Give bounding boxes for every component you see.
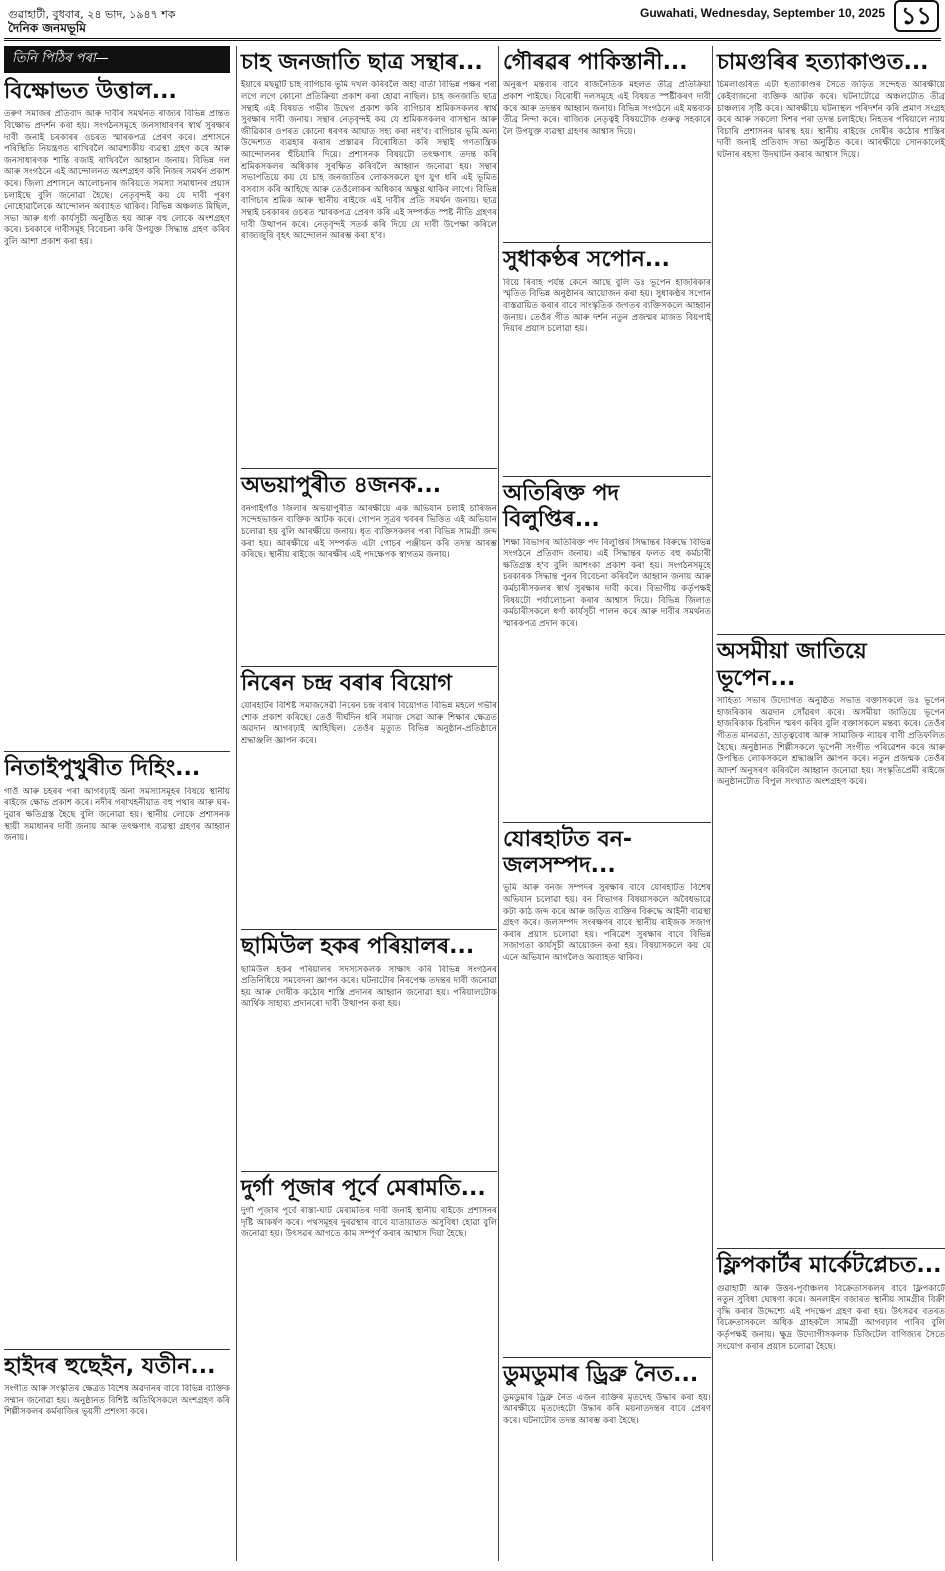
headline-pakistani: গৌৰৱৰ পাকিস্তানী... [503, 50, 688, 75]
column-1 [4, 46, 230, 1561]
headline-tea-tribe-students: চাহ জনজাতি ছাত্ৰ সন্থাৰ... [241, 50, 483, 75]
column-2 [236, 46, 497, 1561]
page-number: ১১ [894, 0, 939, 32]
headline-abhayapuri: অভয়াপুৰীত ৪জনক... [241, 473, 442, 499]
headline-flipkart: ফ্লিপকাৰ্টৰ মাৰ্কেটপ্লেচত... [717, 1253, 942, 1279]
headline-niren-bora: নিৰেন চন্দ্ৰ বৰাৰ বিয়োগ [241, 670, 452, 696]
headline-nitaipukhuri: নিতাইপুখুৰীত দিহিং... [4, 756, 201, 782]
article-samiul-haque: ছামিউল হকৰ পৰিয়ালৰ সদস্যসকলক সাক্ষাৎ কৰি বিভিন্ন সংগঠনৰ প্ৰতিনিধিয়ে সমবেদনা জ্ঞাপন কৰে। ঘটনাটোৰ নিৰপেক্ষ তদন্তৰ দাবী জনোৱা হয় আৰু দোষীক কঠোৰ শাস্তি প্ৰদানৰ আহ্বান জনোৱা হয়। পৰিয়ালটোক আৰ্থিক সাহায্য প্ৰদানৰো দাবী উত্থাপন কৰা হয়। [241, 964, 497, 1010]
article-niren-bora: যোৰহাটৰ বিশিষ্ট সমাজসেৱী নিৰেন চন্দ্ৰ বৰাৰ বিয়োগত বিভিন্ন মহলে গভীৰ শোক প্ৰকাশ কৰিছে। তেওঁ দীৰ্ঘদিন ধৰি সমাজ সেৱা আৰু শিক্ষাৰ ক্ষেত্ৰত অৱদান আগবঢ়াই আহিছিল। তেওঁৰ মৃত্যুত বিভিন্ন অনুষ্ঠান-প্ৰতিষ্ঠানে শ্ৰদ্ধাঞ্জলি জ্ঞাপন কৰে। [241, 701, 497, 746]
article-tea-tribe-students: ইয়াৰে মছমুটি চাহ বাগিচাৰ ভূমি দখল কৰিবলৈ অহা বাৰ্তা বিভিন্ন পক্ষৰ পৰা লগে লগে কোনো প্ৰতিক্ৰিয়া প্ৰকাশ কৰা হোৱা নাছিল। চাহ জনজাতি ছাত্ৰ সন্থাই এই বিষয়ত গভীৰ উদ্বেগ প্ৰকাশ কৰি বাগিচাৰ শ্ৰমিকসকলৰ স্বাৰ্থ সুৰক্ষাৰ দাবী জনায়। সন্থাৰ নেতৃবৃন্দই কয় যে শ্ৰমিকসকলৰ বাসস্থান আৰু জীৱিকাৰ ওপৰত কোনো ধৰণৰ আঘাত সহ্য কৰা নহ'ব। বাগিচাৰ ভূমি অন্য উদ্দেশ্যত ব্যৱহাৰ কৰাৰ প্ৰস্তাৱৰ বিৰোধিতা কৰি সন্থাই গণতান্ত্ৰিক আন্দোলনৰ হুঁচিয়াৰি দিয়ে। প্ৰশাসনক বিষয়টো তৎক্ষণাৎ তদন্ত কৰি শ্ৰমিকসকলৰ অধিকাৰ সুৰক্ষিত কৰিবলৈ আহ্বান জনোৱা হয়। সন্থাৰ সভাপতিয়ে কয় যে চাহ জনজাতিৰ লোকসকলে যুগ যুগ ধৰি এই ভূমিত বসবাস কৰি আহিছে আৰু তেওঁলোকৰ অধিকাৰ অক্ষুণ্ণ থাকিব লাগে। বিভিন্ন বাগিচাৰ শ্ৰমিক আৰু স্থানীয় ৰাইজে এই দাবীৰ প্ৰতি সমৰ্থন জনায়। ছাত্ৰ সন্থাই চৰকাৰৰ ওচৰত স্মাৰকপত্ৰ প্ৰেৰণ কৰি এই সম্পৰ্কত স্পষ্ট নীতি গ্ৰহণৰ দাবী উত্থাপন কৰে। নেতৃবৃন্দই সতৰ্ক কৰি দিয়ে যে দাবী উপেক্ষা কৰিলে ৰাজ্যজুৰি বৃহৎ আন্দোলন আৰম্ভ কৰা হ'ব। [241, 80, 497, 242]
headline-bikshobhot-uttal: বিক্ষোভত উত্তাল... [4, 79, 177, 104]
column-4 [712, 46, 945, 1561]
headline-extra-posts: অতিৰিক্ত পদ বিলুপ্তিৰ... [503, 480, 620, 533]
headline-samiul-haque: ছামিউল হকৰ পৰিয়ালৰ... [241, 934, 475, 960]
headline-doomdooma: ডুমডুমাৰ ড্ৰিব্ৰু নৈত... [503, 1362, 699, 1388]
article-jorhat-forest: ভূমি আৰু বনজ সম্পদৰ সুৰক্ষাৰ বাবে যোৰহাটত বিশেষ অভিযান চলোৱা হয়। বন বিভাগৰ বিষয়াসকলে অবৈধভাৱে কটা কাঠ জব্দ কৰে আৰু জড়িত ব্যক্তিৰ বিৰুদ্ধে আইনী ব্যৱস্থা গ্ৰহণ কৰে। জলসম্পদ সংৰক্ষণৰ বাবে স্থানীয় ৰাইজক সজাগ কৰাৰ প্ৰয়াস চলোৱা হয়। পৰিৱেশ সুৰক্ষাৰ বাবে বিভিন্ন সজাগতা কাৰ্যসূচী আয়োজন কৰা হয়। বিষয়াসকলে কয় যে এনে অভিযান আগলৈও অব্যাহত থাকিব। [503, 883, 711, 963]
divider [717, 1248, 945, 1249]
divider [241, 468, 497, 469]
headline-jorhat-forest: যোৰহাটত বন-জলসম্পদ... [503, 826, 632, 878]
date-bengali: গুৱাহাটী, বুধবাৰ, ২৪ ভাদ, ১৯৪৭ শক [8, 8, 176, 21]
article-assamese-bhupen: সাহিত্য সভাৰ উদ্যোগত অনুষ্ঠিত সভাত বক্তাসকলে ডঃ ভূপেন হাজৰিকাৰ অৱদান সোঁৱৰণ কৰে। অসমীয়া জাতিয়ে ভূপেন হাজৰিকাক চিৰদিন স্মৰণ কৰিব বুলি বক্তাসকলে মন্তব্য কৰে। তেওঁৰ গীতত মানৱতা, ভ্ৰাতৃত্ববোধ আৰু সামাজিক ন্যায়ৰ বাণী প্ৰতিফলিত হৈছে। অনুষ্ঠানত শিল্পীসকলে ভূপেনী সংগীত পৰিৱেশন কৰে আৰু উপস্থিত লোকসকলে শ্ৰদ্ধাঞ্জলি জ্ঞাপন কৰে। নতুন প্ৰজন্মক তেওঁৰ আদৰ্শ অনুসৰণ কৰিবলৈ আহ্বান জনোৱা হয়। সংস্কৃতিপ্ৰেমী ৰাইজে অনুষ্ঠানটোত বিপুল সংখ্যাত অংশগ্ৰহণ কৰে। [717, 696, 945, 788]
header-rule [4, 38, 941, 41]
column-3 [498, 46, 711, 1561]
article-haidar-hussain: সংগীত আৰু সংস্কৃতিৰ ক্ষেত্ৰত বিশেষ অৱদানৰ বাবে বিভিন্ন ব্যক্তিক সম্মান জনোৱা হয়। অনুষ্ঠানত বিশিষ্ট অতিথিসকলে অংশগ্ৰহণ কৰি শিল্পীসকলৰ কৰ্মৰাজিৰ ভূয়সী প্ৰশংসা কৰে। [4, 1384, 230, 1418]
divider [241, 1171, 497, 1172]
article-abhayapuri: বনগাইগাঁও জিলাৰ অভয়াপুৰীত আৰক্ষীয়ে এক অভিযান চলাই চাৰিজন সন্দেহভাজন ব্যক্তিক আটক কৰে। গোপন সূত্ৰৰ খবৰৰ ভিত্তিত এই অভিযান চলোৱা হয় বুলি আৰক্ষীয়ে জনায়। ধৃত ব্যক্তিসকলৰ পৰা বিভিন্ন সামগ্ৰী জব্দ কৰা হয়। আৰক্ষীয়ে এই সম্পৰ্কত এটা গোচৰ পঞ্জীয়ন কৰি তদন্ত আৰম্ভ কৰিছে। স্থানীয় ৰাইজে আৰক্ষীৰ এই পদক্ষেপক স্বাগতম জনায়। [241, 503, 497, 561]
masthead-logo: দৈনিক জনমভূমি [8, 21, 86, 35]
article-extra-posts: শিক্ষা বিভাগৰ অতিৰিক্ত পদ বিলুপ্তিৰ সিদ্ধান্তৰ বিৰুদ্ধে বিভিন্ন সংগঠনে প্ৰতিবাদ জনায়। এই সিদ্ধান্তৰ ফলত বহু কৰ্মচাৰী ক্ষতিগ্ৰস্ত হ'ব বুলি আশংকা প্ৰকাশ কৰা হয়। সংগঠনসমূহে চৰকাৰক সিদ্ধান্ত পুনৰ বিবেচনা কৰিবলৈ আহ্বান জনায় আৰু কৰ্মচাৰীসকলৰ স্বাৰ্থ সুৰক্ষাৰ দাবী কৰে। বিভাগীয় কৰ্তৃপক্ষই বিষয়টো পৰ্যালোচনা কৰাৰ আশ্বাস দিয়ে। বিভিন্ন জিলাত কৰ্মচাৰীসকলে ধৰ্ণা কাৰ্যসূচী পালন কৰে আৰু দাবীৰ সমৰ্থনত স্মাৰকপত্ৰ প্ৰদান কৰে। [503, 537, 711, 629]
divider [503, 242, 711, 243]
headline-samaguri-murder: চামগুৰিৰ হত্যাকাণ্ডত... [717, 50, 929, 75]
article-nitaipukhuri: গাওঁ আৰু চহৰৰ পৰা আগবঢ়াই অনা সমস্যাসমূহৰ বিষয়ে স্থানীয় ৰাইজে ক্ষোভ প্ৰকাশ কৰে। নদীৰ গৰাখহনীয়াত বহু পথাৰ আৰু ঘৰ-দুৱাৰ ক্ষতিগ্ৰস্ত হৈছে বুলি জনোৱা হয়। স্থানীয় লোকে প্ৰশাসনক স্থায়ী সমাধানৰ দাবী জনায় আৰু তৎক্ষণাৎ ব্যৱস্থা গ্ৰহণৰ আহ্বান জনায়। [4, 786, 230, 844]
headline-haidar-hussain: হাইদৰ হুছেইন, যতীন... [4, 1353, 216, 1379]
article-sudhakantha: বিয়ে ৰিবাহ পৰ্যন্ত কেনে আছে বুলি ডঃ ভূপেন হাজৰিকাৰ স্মৃতিত বিভিন্ন অনুষ্ঠানৰ আয়োজন কৰা হয়। সুধাকণ্ঠৰ সপোন বাস্তৱায়িত কৰাৰ বাবে সাংস্কৃতিক জগতৰ ব্যক্তিসকলে আহ্বান জনায়। তেওঁৰ গীত আৰু দৰ্শন নতুন প্ৰজন্মৰ মাজত বিয়পাই দিয়াৰ প্ৰয়াস চলোৱা হয়। [503, 277, 711, 335]
article-durga-puja: দুৰ্গা পূজাৰ পূৰ্বে ৰাস্তা-ঘাট মেৰামতিৰ দাবী জনাই স্থানীয় ৰাইজে প্ৰশাসনৰ দৃষ্টি আকৰ্ষণ কৰে। পথসমূহৰ দুৰৱস্থাৰ বাবে যাতায়াতত অসুবিধা হোৱা বুলি জনোৱা হয়। উৎসৱৰ আগতে কাম সম্পূৰ্ণ কৰাৰ আশ্বাস দিয়া হৈছে। [241, 1205, 497, 1240]
continuation-kicker: তিনি পিঠিৰ পৰা— [4, 46, 230, 73]
headline-sudhakantha: সুধাকণ্ঠৰ সপোন... [503, 247, 670, 273]
article-pakistani: অনুৰূপ মন্তব্যৰ বাবে ৰাজনৈতিক মহলত তীব্ৰ প্ৰতিক্ৰিয়া প্ৰকাশ পাইছে। বিৰোধী দলসমূহে এই বিষয়ত স্পষ্টীকৰণ দাবী কৰে আৰু তদন্তৰ আহ্বান জনায়। বিভিন্ন সংগঠনে এই মন্তব্যক তীব্ৰ নিন্দা কৰে। ৰাজ্যিক নেতৃত্বই বিষয়টোক গুৰুত্ব সহকাৰে লৈ উপযুক্ত ব্যৱস্থা গ্ৰহণৰ আশ্বাস দিয়ে। [503, 80, 711, 137]
divider [503, 476, 711, 477]
divider [241, 929, 497, 930]
divider [4, 751, 230, 752]
divider [503, 1357, 711, 1358]
date-english: Guwahati, Wednesday, September 10, 2025 [640, 6, 885, 20]
divider [503, 822, 711, 823]
divider [241, 666, 497, 667]
article-doomdooma: ডুমডুমাৰ ড্ৰিব্ৰু নৈত এজন ব্যক্তিৰ মৃতদেহ উদ্ধাৰ কৰা হয়। আৰক্ষীয়ে মৃতদেহটো উদ্ধাৰ কৰি ময়নাতদন্তৰ বাবে প্ৰেৰণ কৰে। ঘটনাটোৰ তদন্ত আৰম্ভ কৰা হৈছে। [503, 1392, 711, 1426]
article-samaguri-murder: চিমলাগুৰিত এটা হত্যাকাণ্ডৰ সৈতে জড়িত সন্দেহত আৰক্ষীয়ে কেইবাজনো ব্যক্তিক আটক কৰে। ঘটনাটোৱে অঞ্চলটোত তীব্ৰ চাঞ্চল্যৰ সৃষ্টি কৰে। আৰক্ষীয়ে ঘটনাস্থল পৰিদৰ্শন কৰি প্ৰমাণ সংগ্ৰহ কৰে আৰু সকলো দিশৰ পৰা তদন্ত চলাইছে। নিহতৰ পৰিয়ালে ন্যায় বিচাৰি প্ৰশাসনৰ দ্বাৰস্থ হয়। স্থানীয় ৰাইজে দোষীৰ কঠোৰ শাস্তিৰ দাবী জনাই প্ৰতিবাদ সভা অনুষ্ঠিত কৰে। আৰক্ষীয়ে সোনকালেই ঘটনাৰ ৰহস্য উদঘাটন কৰাৰ আশ্বাস দিয়ে। [717, 80, 945, 160]
page-header [0, 0, 945, 44]
divider [717, 634, 945, 635]
headline-assamese-bhupen: অসমীয়া জাতিয়ে ভূপেন... [717, 639, 867, 691]
divider [4, 1349, 230, 1350]
headline-durga-puja: দুৰ্গা পূজাৰ পূৰ্বে মেৰামতি... [241, 1175, 486, 1201]
article-bikshobhot-uttal: তৰুণ সমাজৰ প্ৰতিবাদ আৰু দাবীৰ সমৰ্থনত ৰাজ্যৰ বিভিন্ন প্ৰান্তত বিক্ষোভ প্ৰদৰ্শন কৰা হয়। সংগঠনসমূহে জনসাধাৰণৰ স্বাৰ্থ সুৰক্ষাৰ দাবী জনাই চৰকাৰৰ ওচৰত স্মাৰকপত্ৰ প্ৰেৰণ কৰে। প্ৰশাসনে পৰিস্থিতি নিয়ন্ত্ৰণত ৰাখিবলৈ আৱশ্যকীয় ব্যৱস্থা গ্ৰহণ কৰে আৰু জনসাধাৰণক শান্তি বজাই ৰাখিবলৈ আহ্বান জনায়। বিভিন্ন দল আৰু সংগঠনে এই আন্দোলনত অংশগ্ৰহণ কৰি নিজৰ সমৰ্থন প্ৰকাশ কৰে। জিলা প্ৰশাসনে আলোচনাৰ জৰিয়তে সমস্যা সমাধানৰ প্ৰয়াস চলাইছে বুলি জনোৱা হৈছে। নেতৃবৃন্দই কয় যে দাবী পূৰণ নোহোৱালৈকে আন্দোলন অব্যাহত থাকিব। বিভিন্ন অঞ্চলত মিছিল, সভা আৰু ধৰ্ণা কাৰ্যসূচী অনুষ্ঠিত হয় আৰু বহু লোকে অংশগ্ৰহণ কৰে। চৰকাৰে দাবীসমূহ বিবেচনা কৰি উপযুক্ত সিদ্ধান্ত গ্ৰহণ কৰিব বুলি আশা প্ৰকাশ কৰা হয়। [4, 109, 230, 247]
article-flipkart: গুৱাহাটী আৰু উত্তৰ-পূৰ্বাঞ্চলৰ বিক্ৰেতাসকলৰ বাবে ফ্লিপকাৰ্টে নতুন সুবিধা ঘোষণা কৰে। অনলাইন বজাৰত স্থানীয় সামগ্ৰীৰ বিক্ৰী বৃদ্ধি কৰাৰ উদ্দেশ্যে এই পদক্ষেপ গ্ৰহণ কৰা হয়। উৎসৱৰ বতৰত বিক্ৰেতাসকলে অধিক গ্ৰাহকলৈ সামগ্ৰী আগবঢ়াব পাৰিব বুলি কৰ্তৃপক্ষই জনায়। ক্ষুদ্ৰ উদ্যোগীসকলক ডিজিটেল বাণিজ্যৰ সৈতে সংযোগ কৰাৰ প্ৰয়াস চলোৱা হৈছে। [717, 1283, 945, 1352]
